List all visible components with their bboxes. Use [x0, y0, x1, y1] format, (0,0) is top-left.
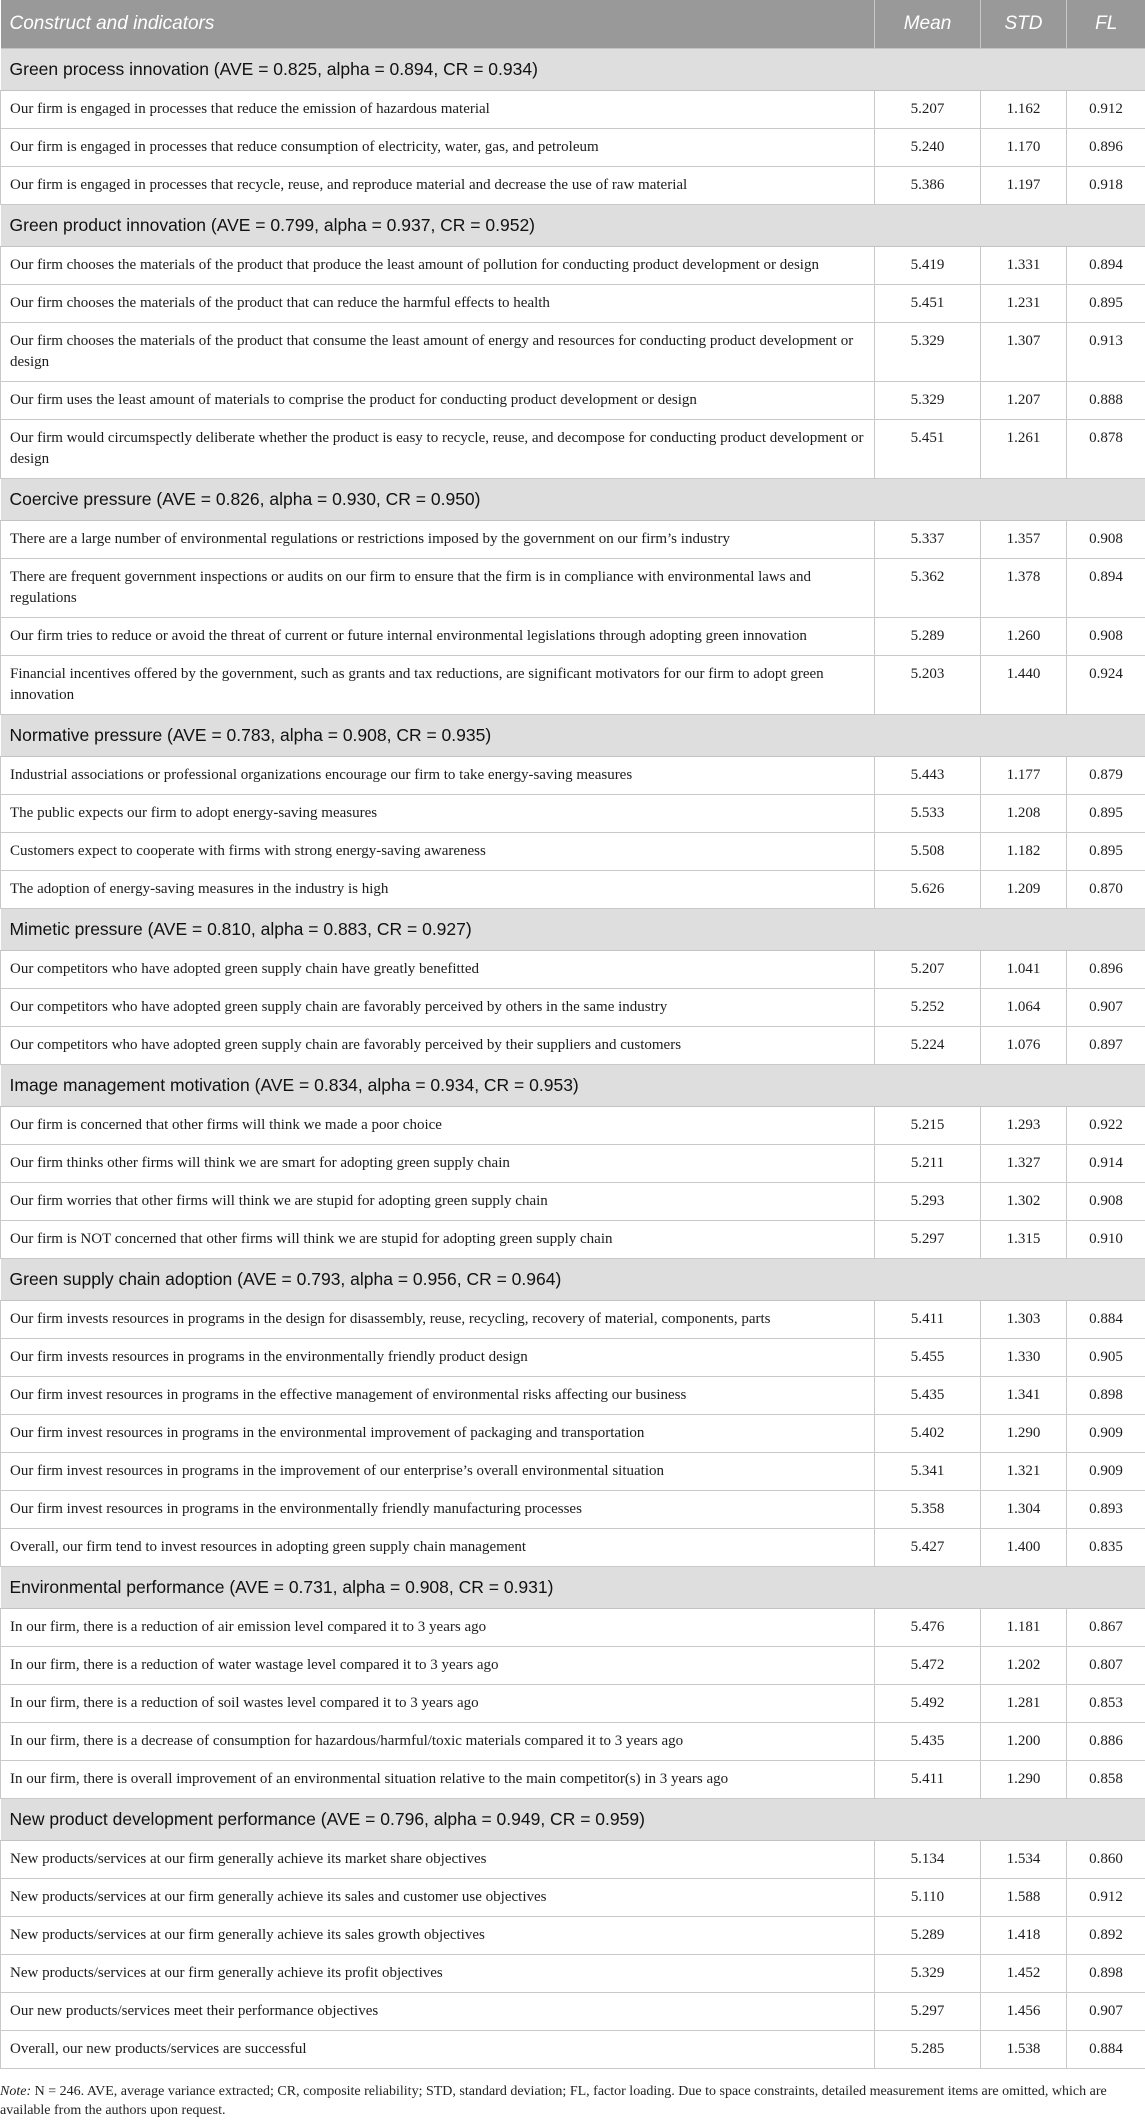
table-row — [1, 1221, 1145, 1259]
fl-cell: 0.909 — [1067, 1415, 1145, 1453]
mean-cell: 5.358 — [875, 1491, 981, 1529]
std-cell: 1.231 — [981, 285, 1067, 323]
mean-cell: 5.297 — [875, 1221, 981, 1259]
indicator-cell: Overall, our new products/services are successful — [1, 2031, 875, 2069]
table-row — [1, 521, 1145, 559]
table-row — [1, 1647, 1145, 1685]
mean-cell: 5.451 — [875, 420, 981, 479]
mean-cell: 5.402 — [875, 1415, 981, 1453]
std-cell: 1.418 — [981, 1917, 1067, 1955]
fl-cell: 0.867 — [1067, 1609, 1145, 1647]
indicator-cell: Financial incentives offered by the government, such as grants and tax reductions, are significant motivators for our firm to adopt green innovation — [1, 656, 875, 715]
fl-cell: 0.894 — [1067, 247, 1145, 285]
indicator-cell: Our firm invest resources in programs in the effective management of environmental risks affecting our business — [1, 1377, 875, 1415]
mean-cell: 5.110 — [875, 1879, 981, 1917]
mean-cell: 5.240 — [875, 129, 981, 167]
mean-cell: 5.362 — [875, 559, 981, 618]
fl-cell: 0.922 — [1067, 1107, 1145, 1145]
indicator-cell: The adoption of energy-saving measures in the industry is high — [1, 871, 875, 909]
std-cell: 1.331 — [981, 247, 1067, 285]
table-row — [1, 559, 1145, 618]
std-cell: 1.330 — [981, 1339, 1067, 1377]
indicator-cell: Our firm chooses the materials of the product that produce the least amount of pollution for conducting product development or design — [1, 247, 875, 285]
fl-cell: 0.896 — [1067, 129, 1145, 167]
fl-cell: 0.878 — [1067, 420, 1145, 479]
std-cell: 1.315 — [981, 1221, 1067, 1259]
indicator-cell: Our firm would circumspectly deliberate whether the product is easy to recycle, reuse, and decompose for conducting product development or design — [1, 420, 875, 479]
std-cell: 1.208 — [981, 795, 1067, 833]
indicator-cell: New products/services at our firm generally achieve its market share objectives — [1, 1841, 875, 1879]
mean-cell: 5.451 — [875, 285, 981, 323]
table-row — [1, 1107, 1145, 1145]
std-cell: 1.290 — [981, 1415, 1067, 1453]
std-cell: 1.064 — [981, 989, 1067, 1027]
mean-cell: 5.329 — [875, 1955, 981, 1993]
indicator-cell: Our firm chooses the materials of the product that can reduce the harmful effects to health — [1, 285, 875, 323]
section-header-row — [1, 49, 1145, 91]
mean-cell: 5.207 — [875, 951, 981, 989]
std-cell: 1.440 — [981, 656, 1067, 715]
mean-cell: 5.411 — [875, 1301, 981, 1339]
mean-cell: 5.341 — [875, 1453, 981, 1491]
table-row — [1, 129, 1145, 167]
fl-cell: 0.907 — [1067, 989, 1145, 1027]
table-row — [1, 989, 1145, 1027]
indicator-cell: Industrial associations or professional organizations encourage our firm to take energy-saving measures — [1, 757, 875, 795]
std-cell: 1.290 — [981, 1761, 1067, 1799]
fl-cell: 0.912 — [1067, 1879, 1145, 1917]
indicator-cell: New products/services at our firm generally achieve its sales growth objectives — [1, 1917, 875, 1955]
table-row — [1, 1027, 1145, 1065]
std-cell: 1.076 — [981, 1027, 1067, 1065]
fl-cell: 0.835 — [1067, 1529, 1145, 1567]
fl-cell: 0.860 — [1067, 1841, 1145, 1879]
fl-cell: 0.853 — [1067, 1685, 1145, 1723]
table-header-row — [1, 0, 1145, 49]
mean-cell: 5.289 — [875, 1917, 981, 1955]
std-cell: 1.209 — [981, 871, 1067, 909]
indicator-cell: Our firm is engaged in processes that reduce the emission of hazardous material — [1, 91, 875, 129]
mean-cell: 5.207 — [875, 91, 981, 129]
mean-cell: 5.419 — [875, 247, 981, 285]
section-title: Green product innovation (AVE = 0.799, alpha = 0.937, CR = 0.952) — [1, 205, 1145, 247]
table-row — [1, 1183, 1145, 1221]
std-cell: 1.281 — [981, 1685, 1067, 1723]
fl-cell: 0.888 — [1067, 382, 1145, 420]
section-title: Green process innovation (AVE = 0.825, alpha = 0.894, CR = 0.934) — [1, 49, 1145, 91]
table-row — [1, 1339, 1145, 1377]
fl-cell: 0.870 — [1067, 871, 1145, 909]
indicator-cell: Overall, our firm tend to invest resources in adopting green supply chain management — [1, 1529, 875, 1567]
fl-cell: 0.914 — [1067, 1145, 1145, 1183]
std-cell: 1.041 — [981, 951, 1067, 989]
fl-cell: 0.807 — [1067, 1647, 1145, 1685]
std-cell: 1.327 — [981, 1145, 1067, 1183]
fl-cell: 0.858 — [1067, 1761, 1145, 1799]
fl-cell: 0.908 — [1067, 1183, 1145, 1221]
indicator-cell: New products/services at our firm generally achieve its profit objectives — [1, 1955, 875, 1993]
indicator-cell: Our firm thinks other firms will think we are smart for adopting green supply chain — [1, 1145, 875, 1183]
table-row — [1, 1723, 1145, 1761]
std-cell: 1.588 — [981, 1879, 1067, 1917]
fl-cell: 0.884 — [1067, 2031, 1145, 2069]
mean-cell: 5.337 — [875, 521, 981, 559]
fl-cell: 0.908 — [1067, 618, 1145, 656]
note-text: N = 246. AVE, average variance extracted; CR, composite reliability; STD, standard deviation; FL, factor loading. Due to space constraints, detailed measurement items are omitted, which are available from the authors upon request. — [0, 2084, 1107, 2118]
std-cell: 1.170 — [981, 129, 1067, 167]
mean-cell: 5.472 — [875, 1647, 981, 1685]
indicator-cell: Our competitors who have adopted green supply chain are favorably perceived by others in the same industry — [1, 989, 875, 1027]
indicator-cell: Our new products/services meet their performance objectives — [1, 1993, 875, 2031]
indicator-cell: Our firm tries to reduce or avoid the threat of current or future internal environmental legislations through adopting green innovation — [1, 618, 875, 656]
table-row — [1, 247, 1145, 285]
table-row — [1, 1453, 1145, 1491]
std-cell: 1.307 — [981, 323, 1067, 382]
indicator-cell: There are frequent government inspections or audits on our firm to ensure that the firm is in compliance with environmental laws and regulations — [1, 559, 875, 618]
fl-cell: 0.910 — [1067, 1221, 1145, 1259]
fl-cell: 0.886 — [1067, 1723, 1145, 1761]
table-row — [1, 1415, 1145, 1453]
table-row — [1, 1993, 1145, 2031]
mean-cell: 5.476 — [875, 1609, 981, 1647]
fl-cell: 0.893 — [1067, 1491, 1145, 1529]
section-title: Mimetic pressure (AVE = 0.810, alpha = 0.883, CR = 0.927) — [1, 909, 1145, 951]
std-cell: 1.456 — [981, 1993, 1067, 2031]
indicator-cell: In our firm, there is a reduction of air emission level compared it to 3 years ago — [1, 1609, 875, 1647]
std-cell: 1.207 — [981, 382, 1067, 420]
mean-cell: 5.297 — [875, 1993, 981, 2031]
table-row — [1, 871, 1145, 909]
table-row — [1, 2031, 1145, 2069]
mean-cell: 5.455 — [875, 1339, 981, 1377]
section-header-row — [1, 205, 1145, 247]
header-std: STD — [981, 0, 1067, 49]
std-cell: 1.303 — [981, 1301, 1067, 1339]
mean-cell: 5.293 — [875, 1183, 981, 1221]
indicator-cell: In our firm, there is a reduction of water wastage level compared it to 3 years ago — [1, 1647, 875, 1685]
mean-cell: 5.435 — [875, 1723, 981, 1761]
indicator-cell: Our firm is engaged in processes that recycle, reuse, and reproduce material and decrease the use of raw material — [1, 167, 875, 205]
mean-cell: 5.435 — [875, 1377, 981, 1415]
table-row — [1, 1685, 1145, 1723]
fl-cell: 0.924 — [1067, 656, 1145, 715]
section-header-row — [1, 1799, 1145, 1841]
std-cell: 1.162 — [981, 91, 1067, 129]
section-header-row — [1, 1567, 1145, 1609]
std-cell: 1.341 — [981, 1377, 1067, 1415]
table-row — [1, 382, 1145, 420]
std-cell: 1.261 — [981, 420, 1067, 479]
fl-cell: 0.918 — [1067, 167, 1145, 205]
section-header-row — [1, 1259, 1145, 1301]
std-cell: 1.452 — [981, 1955, 1067, 1993]
std-cell: 1.260 — [981, 618, 1067, 656]
section-header-row — [1, 715, 1145, 757]
indicator-cell: Our firm chooses the materials of the product that consume the least amount of energy and resources for conducting product development or design — [1, 323, 875, 382]
std-cell: 1.534 — [981, 1841, 1067, 1879]
section-title: Green supply chain adoption (AVE = 0.793, alpha = 0.956, CR = 0.964) — [1, 1259, 1145, 1301]
table-row — [1, 795, 1145, 833]
indicator-cell: Our firm uses the least amount of materials to comprise the product for conducting product development or design — [1, 382, 875, 420]
table-row — [1, 1491, 1145, 1529]
fl-cell: 0.912 — [1067, 91, 1145, 129]
std-cell: 1.400 — [981, 1529, 1067, 1567]
mean-cell: 5.215 — [875, 1107, 981, 1145]
table-row — [1, 618, 1145, 656]
table-row — [1, 323, 1145, 382]
fl-cell: 0.907 — [1067, 1993, 1145, 2031]
table-row — [1, 1841, 1145, 1879]
table-row — [1, 1377, 1145, 1415]
fl-cell: 0.879 — [1067, 757, 1145, 795]
indicator-cell: Our firm invests resources in programs in the design for disassembly, reuse, recycling, recovery of material, components, parts — [1, 1301, 875, 1339]
mean-cell: 5.224 — [875, 1027, 981, 1065]
fl-cell: 0.895 — [1067, 833, 1145, 871]
indicator-cell: Our firm is NOT concerned that other firms will think we are stupid for adopting green supply chain — [1, 1221, 875, 1259]
indicator-cell: Our firm invest resources in programs in the environmentally friendly manufacturing processes — [1, 1491, 875, 1529]
mean-cell: 5.211 — [875, 1145, 981, 1183]
std-cell: 1.357 — [981, 521, 1067, 559]
mean-cell: 5.134 — [875, 1841, 981, 1879]
section-title: Coercive pressure (AVE = 0.826, alpha = 0.930, CR = 0.950) — [1, 479, 1145, 521]
indicator-cell: Our firm invest resources in programs in the improvement of our enterprise’s overall environmental situation — [1, 1453, 875, 1491]
indicator-cell: New products/services at our firm generally achieve its sales and customer use objectives — [1, 1879, 875, 1917]
note-label: Note: — [0, 2084, 32, 2099]
std-cell: 1.202 — [981, 1647, 1067, 1685]
table-row — [1, 833, 1145, 871]
fl-cell: 0.892 — [1067, 1917, 1145, 1955]
std-cell: 1.177 — [981, 757, 1067, 795]
mean-cell: 5.252 — [875, 989, 981, 1027]
indicator-cell: Our competitors who have adopted green supply chain are favorably perceived by their suppliers and customers — [1, 1027, 875, 1065]
fl-cell: 0.896 — [1067, 951, 1145, 989]
indicator-cell: In our firm, there is a decrease of consumption for hazardous/harmful/toxic materials compared it to 3 years ago — [1, 1723, 875, 1761]
section-title: Normative pressure (AVE = 0.783, alpha = 0.908, CR = 0.935) — [1, 715, 1145, 757]
mean-cell: 5.386 — [875, 167, 981, 205]
mean-cell: 5.203 — [875, 656, 981, 715]
indicator-cell: Our competitors who have adopted green supply chain have greatly benefitted — [1, 951, 875, 989]
mean-cell: 5.626 — [875, 871, 981, 909]
indicator-cell: Our firm worries that other firms will think we are stupid for adopting green supply chain — [1, 1183, 875, 1221]
std-cell: 1.321 — [981, 1453, 1067, 1491]
header-indicator: Construct and indicators — [1, 0, 875, 49]
table-row — [1, 1879, 1145, 1917]
indicator-cell: There are a large number of environmental regulations or restrictions imposed by the government on our firm’s industry — [1, 521, 875, 559]
indicator-cell: Customers expect to cooperate with firms with strong energy-saving awareness — [1, 833, 875, 871]
table-row — [1, 420, 1145, 479]
std-cell: 1.182 — [981, 833, 1067, 871]
fl-cell: 0.898 — [1067, 1377, 1145, 1415]
std-cell: 1.302 — [981, 1183, 1067, 1221]
mean-cell: 5.533 — [875, 795, 981, 833]
indicator-cell: In our firm, there is a reduction of soil wastes level compared it to 3 years ago — [1, 1685, 875, 1723]
table-row — [1, 285, 1145, 323]
table-note — [0, 2082, 1140, 2120]
indicator-cell: Our firm is engaged in processes that reduce consumption of electricity, water, gas, and petroleum — [1, 129, 875, 167]
section-header-row — [1, 1065, 1145, 1107]
fl-cell: 0.884 — [1067, 1301, 1145, 1339]
mean-cell: 5.443 — [875, 757, 981, 795]
std-cell: 1.538 — [981, 2031, 1067, 2069]
table-row — [1, 167, 1145, 205]
mean-cell: 5.492 — [875, 1685, 981, 1723]
fl-cell: 0.905 — [1067, 1339, 1145, 1377]
std-cell: 1.197 — [981, 167, 1067, 205]
mean-cell: 5.285 — [875, 2031, 981, 2069]
mean-cell: 5.427 — [875, 1529, 981, 1567]
table-row — [1, 1917, 1145, 1955]
section-title: Image management motivation (AVE = 0.834, alpha = 0.934, CR = 0.953) — [1, 1065, 1145, 1107]
section-title: Environmental performance (AVE = 0.731, alpha = 0.908, CR = 0.931) — [1, 1567, 1145, 1609]
mean-cell: 5.329 — [875, 323, 981, 382]
fl-cell: 0.909 — [1067, 1453, 1145, 1491]
fl-cell: 0.913 — [1067, 323, 1145, 382]
table-body — [1, 49, 1145, 2069]
fl-cell: 0.894 — [1067, 559, 1145, 618]
indicator-cell: The public expects our firm to adopt energy-saving measures — [1, 795, 875, 833]
table-row — [1, 1609, 1145, 1647]
table-row — [1, 757, 1145, 795]
indicator-cell: Our firm invests resources in programs in the environmentally friendly product design — [1, 1339, 875, 1377]
std-cell: 1.304 — [981, 1491, 1067, 1529]
indicator-cell: In our firm, there is overall improvement of an environmental situation relative to the main competitor(s) in 3 years ago — [1, 1761, 875, 1799]
mean-cell: 5.411 — [875, 1761, 981, 1799]
std-cell: 1.293 — [981, 1107, 1067, 1145]
indicator-cell: Our firm invest resources in programs in the environmental improvement of packaging and transportation — [1, 1415, 875, 1453]
table-row — [1, 91, 1145, 129]
fl-cell: 0.895 — [1067, 285, 1145, 323]
mean-cell: 5.289 — [875, 618, 981, 656]
table-row — [1, 1955, 1145, 1993]
fl-cell: 0.908 — [1067, 521, 1145, 559]
std-cell: 1.378 — [981, 559, 1067, 618]
table-row — [1, 1761, 1145, 1799]
table-row — [1, 1529, 1145, 1567]
table-row — [1, 1145, 1145, 1183]
header-fl: FL — [1067, 0, 1145, 49]
mean-cell: 5.329 — [875, 382, 981, 420]
header-mean: Mean — [875, 0, 981, 49]
fl-cell: 0.898 — [1067, 1955, 1145, 1993]
table-row — [1, 656, 1145, 715]
fl-cell: 0.895 — [1067, 795, 1145, 833]
std-cell: 1.200 — [981, 1723, 1067, 1761]
table-row — [1, 951, 1145, 989]
section-header-row — [1, 909, 1145, 951]
section-header-row — [1, 479, 1145, 521]
indicator-cell: Our firm is concerned that other firms will think we made a poor choice — [1, 1107, 875, 1145]
section-title: New product development performance (AVE = 0.796, alpha = 0.949, CR = 0.959) — [1, 1799, 1145, 1841]
fl-cell: 0.897 — [1067, 1027, 1145, 1065]
std-cell: 1.181 — [981, 1609, 1067, 1647]
table-row — [1, 1301, 1145, 1339]
mean-cell: 5.508 — [875, 833, 981, 871]
